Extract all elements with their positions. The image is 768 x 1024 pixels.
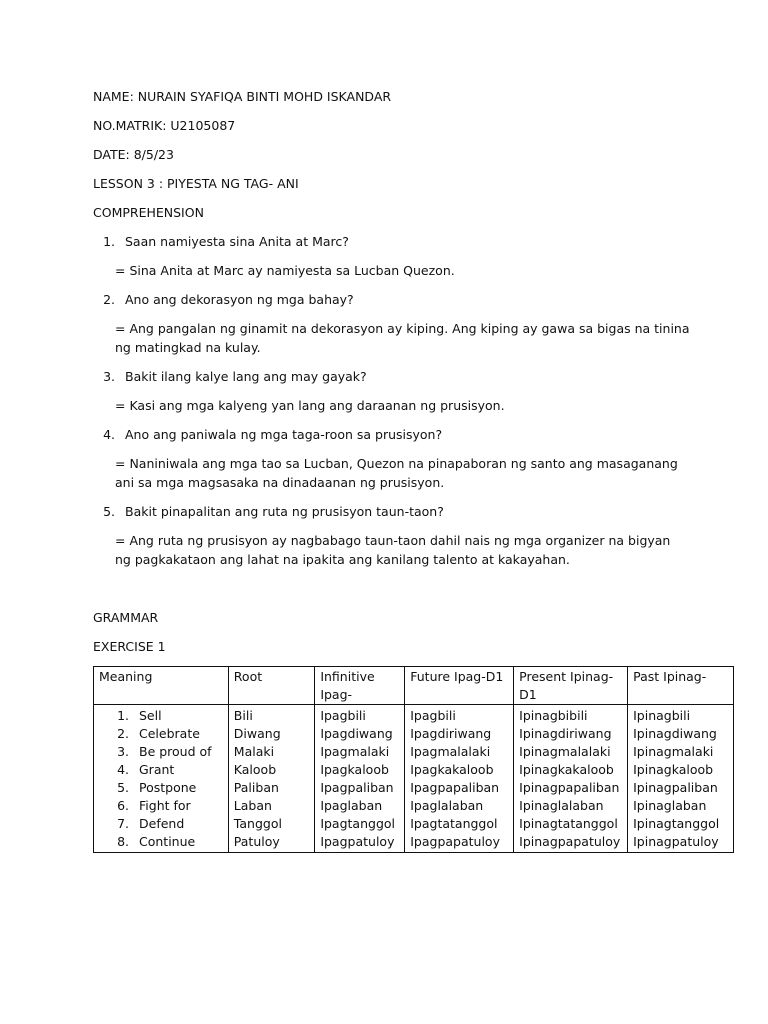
question-text: Bakit ilang kalye lang ang may gayak? bbox=[125, 369, 367, 384]
table-cell: Ipinaglalaban bbox=[519, 798, 604, 813]
question-text: Ano ang dekorasyon ng mga bahay? bbox=[125, 292, 354, 307]
table-row: 5. Postpone bbox=[117, 780, 197, 795]
past-column bbox=[628, 705, 734, 853]
question-number: 4. bbox=[103, 427, 115, 442]
answer-3 bbox=[115, 396, 695, 415]
table-cell: Ipagtatanggol bbox=[410, 816, 498, 831]
answer-2 bbox=[115, 319, 695, 357]
answer-line: = Ang pangalan ng ginamit na dekorasyon ay kiping. Ang kiping ay gawa sa bigas na tinina bbox=[115, 321, 690, 336]
table-cell: Ipinagpapatuloy bbox=[519, 834, 621, 849]
table-header-row bbox=[94, 667, 734, 705]
table-cell: Ipagpapaliban bbox=[410, 780, 500, 795]
table-cell: Ipagmalalaki bbox=[410, 744, 491, 759]
question-2 bbox=[93, 290, 354, 309]
section-heading-comprehension: COMPREHENSION bbox=[93, 205, 204, 220]
date: DATE: 8/5/23 bbox=[93, 147, 174, 162]
answer-line: = Ang ruta ng prusisyon ay nagbabago taun-taon dahil nais ng mga organizer na bigyan bbox=[115, 533, 671, 548]
question-1 bbox=[93, 232, 349, 251]
table-cell: Ipaglaban bbox=[320, 798, 383, 813]
table-cell: Ipinagmalaki bbox=[633, 744, 714, 759]
answer-4 bbox=[115, 454, 695, 492]
table-cell: Ipagbili bbox=[410, 708, 456, 723]
table-cell: Ipinaglaban bbox=[633, 798, 707, 813]
question-number: 1. bbox=[103, 234, 115, 249]
table-cell: Bili bbox=[233, 708, 253, 723]
table-body-row bbox=[94, 705, 734, 853]
table-cell: Ipinagpaliban bbox=[633, 780, 718, 795]
table-cell: Ipagkaloob bbox=[320, 762, 389, 777]
question-number: 5. bbox=[103, 504, 115, 519]
table-row: 2. Celebrate bbox=[117, 726, 200, 741]
table-cell: Ipinagdiriwang bbox=[519, 726, 612, 741]
column-header-root: Root bbox=[228, 667, 315, 705]
table-row: 6. Fight for bbox=[117, 798, 191, 813]
question-text: Ano ang paniwala ng mga taga-roon sa prusisyon? bbox=[125, 427, 443, 442]
table-cell: Ipagdiwang bbox=[320, 726, 393, 741]
table-cell: Ipinagbili bbox=[633, 708, 691, 723]
table-cell: Ipinagkakaloob bbox=[519, 762, 614, 777]
table-cell: Ipagmalaki bbox=[320, 744, 390, 759]
matrik-number: NO.MATRIK: U2105087 bbox=[93, 118, 236, 133]
answer-line: ani sa mga magsasaka na dinadaanan ng prusisyon. bbox=[115, 475, 445, 490]
answer-line: = Sina Anita at Marc ay namiyesta sa Lucban Quezon. bbox=[115, 263, 455, 278]
answer-line: ng matingkad na kulay. bbox=[115, 340, 261, 355]
table-cell: Ipinagmalalaki bbox=[519, 744, 611, 759]
table-cell: Ipaglalaban bbox=[410, 798, 484, 813]
table-cell: Ipagpatuloy bbox=[320, 834, 395, 849]
answer-1 bbox=[115, 261, 695, 280]
question-text: Saan namiyesta sina Anita at Marc? bbox=[125, 234, 349, 249]
column-header-infinitive: Infinitive Ipag- bbox=[315, 667, 405, 705]
table-cell: Paliban bbox=[233, 780, 279, 795]
column-header-present: Present Ipinag- D1 bbox=[514, 667, 628, 705]
table-row: 4. Grant bbox=[117, 762, 175, 777]
question-4 bbox=[93, 425, 442, 444]
student-name: NAME: NURAIN SYAFIQA BINTI MOHD ISKANDAR bbox=[93, 89, 392, 104]
future-column bbox=[405, 705, 514, 853]
table-cell: Ipinagpatuloy bbox=[633, 834, 719, 849]
table-cell: Ipagtanggol bbox=[320, 816, 396, 831]
table-cell: Laban bbox=[233, 798, 272, 813]
table-cell: Ipinagkaloob bbox=[633, 762, 714, 777]
table-cell: Ipinagtatanggol bbox=[519, 816, 618, 831]
answer-line: = Naniniwala ang mga tao sa Lucban, Quezon na pinapaboran ng santo ang masaganang bbox=[115, 456, 678, 471]
question-5 bbox=[93, 502, 444, 521]
table-cell: Ipinagdiwang bbox=[633, 726, 717, 741]
section-heading-grammar: GRAMMAR bbox=[93, 610, 159, 625]
table-cell: Ipagkakaloob bbox=[410, 762, 494, 777]
column-header-future: Future Ipag-D1 bbox=[405, 667, 514, 705]
table-row: 1. Sell bbox=[117, 708, 162, 723]
table-row: 7. Defend bbox=[117, 816, 185, 831]
table-cell: Ipinagpapaliban bbox=[519, 780, 620, 795]
root-column bbox=[228, 705, 315, 853]
infinitive-column bbox=[315, 705, 405, 853]
table-cell: Ipinagtanggol bbox=[633, 816, 720, 831]
lesson-title: LESSON 3 : PIYESTA NG TAG- ANI bbox=[93, 176, 299, 191]
column-header-meaning: Meaning bbox=[94, 667, 229, 705]
question-number: 2. bbox=[103, 292, 115, 307]
table-row: 8. Continue bbox=[117, 834, 196, 849]
question-3 bbox=[93, 367, 367, 386]
table-cell: Ipagdiriwang bbox=[410, 726, 492, 741]
question-number: 3. bbox=[103, 369, 115, 384]
table-cell: Ipagpaliban bbox=[320, 780, 394, 795]
question-text: Bakit pinapalitan ang ruta ng prusisyon taun-taon? bbox=[125, 504, 444, 519]
answer-line: = Kasi ang mga kalyeng yan lang ang daraanan ng prusisyon. bbox=[115, 398, 505, 413]
table-cell: Diwang bbox=[233, 726, 281, 741]
table-cell: Ipinagbibili bbox=[519, 708, 588, 723]
answer-5 bbox=[115, 531, 695, 569]
meaning-column bbox=[94, 705, 229, 853]
present-column bbox=[514, 705, 628, 853]
table-cell: Ipagpapatuloy bbox=[410, 834, 500, 849]
table-cell: Patuloy bbox=[233, 834, 280, 849]
answer-line: ng pagkakataon ang lahat na ipakita ang kanilang talento at kakayahan. bbox=[115, 552, 570, 567]
table-cell: Kaloob bbox=[233, 762, 277, 777]
table-cell: Malaki bbox=[233, 744, 275, 759]
table-cell: Ipagbili bbox=[320, 708, 366, 723]
verb-conjugation-table bbox=[93, 666, 734, 853]
table-cell: Tanggol bbox=[233, 816, 282, 831]
table-row: 3. Be proud of bbox=[117, 744, 212, 759]
column-header-past: Past Ipinag- bbox=[628, 667, 734, 705]
exercise-heading: EXERCISE 1 bbox=[93, 639, 166, 654]
